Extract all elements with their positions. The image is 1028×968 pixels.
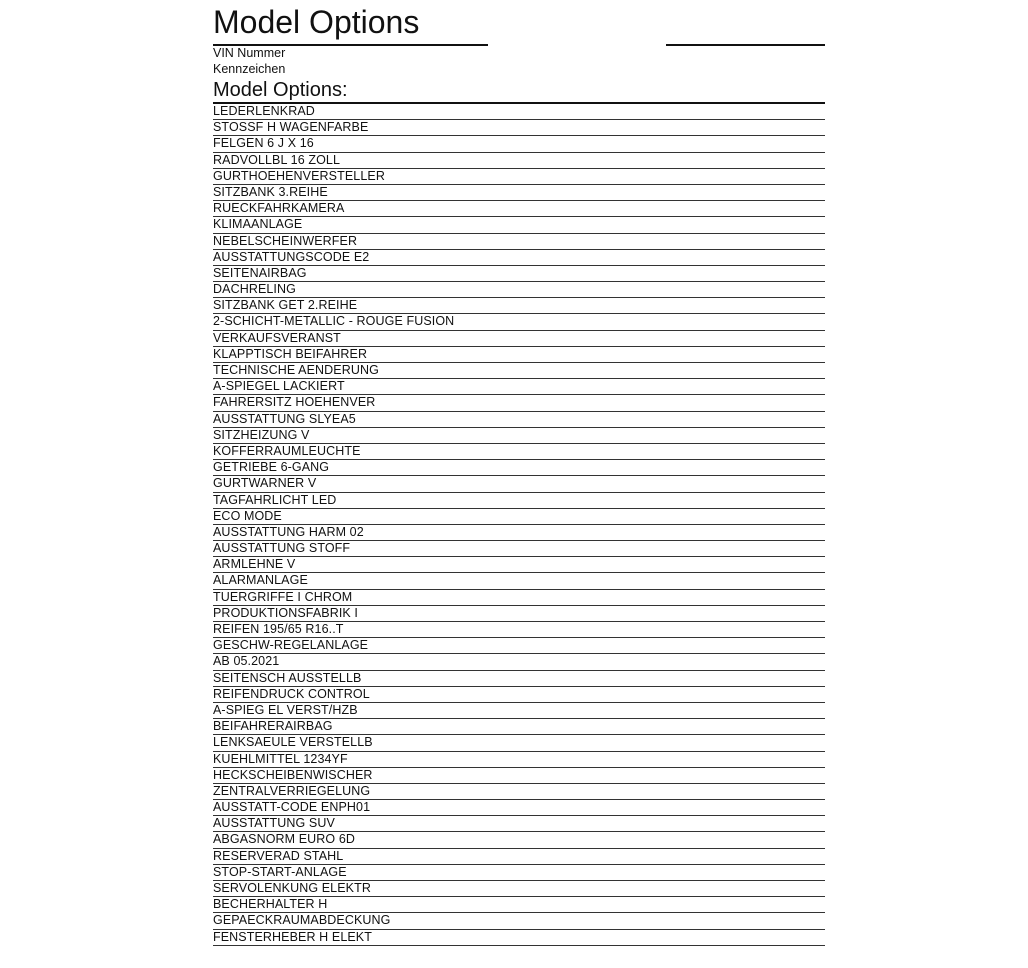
option-row [213,719,825,735]
option-row [213,347,825,363]
option-row [213,509,825,525]
option-label: FENSTERHEBER H ELEKT [213,929,372,944]
option-row [213,687,825,703]
option-row [213,638,825,654]
option-label: BECHERHALTER H [213,897,328,912]
option-row [213,298,825,314]
option-label: ABGASNORM EURO 6D [213,832,356,847]
option-label: BEIFAHRERAIRBAG [213,719,333,734]
option-row [213,104,825,120]
option-label: KOFFERRAUMLEUCHTE [213,443,361,458]
option-label: STOSSF H WAGENFARBE [213,120,369,135]
option-label: AUSSTATTUNG STOFF [213,541,351,556]
option-label: ALARMANLAGE [213,573,308,588]
option-label: PRODUKTIONSFABRIK I [213,605,358,620]
option-label: AUSSTATTUNGSCODE E2 [213,249,370,264]
section-title: Model Options: [213,79,348,101]
option-label: AUSSTATT-CODE ENPH01 [213,800,371,815]
option-label: A-SPIEG EL VERST/HZB [213,702,358,717]
option-row [213,525,825,541]
option-label: GEPAECKRAUMABDECKUNG [213,913,391,928]
option-label: KLIMAANLAGE [213,217,303,232]
option-label: VERKAUFSVERANST [213,330,341,345]
option-label: SITZBANK GET 2.REIHE [213,298,358,313]
option-label: GESCHW-REGELANLAGE [213,638,369,653]
option-label: DACHRELING [213,282,296,297]
option-row [213,897,825,913]
option-row [213,622,825,638]
option-label: FAHRERSITZ HOEHENVER [213,395,376,410]
option-row [213,573,825,589]
option-label: HECKSCHEIBENWISCHER [213,767,373,782]
option-label: REIFEN 195/65 R16..T [213,622,344,636]
option-label: SITZHEIZUNG V [213,427,310,442]
option-label: ECO MODE [213,508,282,523]
option-label: AUSSTATTUNG SUV [213,816,335,831]
option-row [213,314,825,330]
option-label: AUSSTATTUNG SLYEA5 [213,411,356,426]
option-row [213,395,825,411]
plate-label: Kennzeichen [213,62,286,76]
option-label: KUEHLMITTEL 1234YF [213,751,348,766]
option-label: ZENTRALVERRIEGELUNG [213,783,371,798]
option-label: TUERGRIFFE I CHROM [213,589,353,604]
option-label: KLAPPTISCH BEIFAHRER [213,346,368,361]
option-row [213,930,825,946]
option-row [213,153,825,169]
option-row [213,185,825,201]
option-row [213,250,825,266]
option-label: SERVOLENKUNG ELEKTR [213,881,371,895]
option-label: NEBELSCHEINWERFER [213,233,358,248]
option-row [213,881,825,897]
document-title: Model Options [213,4,420,40]
option-label: GURTHOEHENVERSTELLER [213,168,385,183]
option-label: GURTWARNER V [213,476,317,491]
option-row [213,752,825,768]
option-row [213,654,825,670]
option-label: AUSSTATTUNG HARM 02 [213,524,364,539]
option-label: 2-SCHICHT-METALLIC - ROUGE FUSION [213,314,455,329]
option-label: RESERVERAD STAHL [213,848,344,863]
option-label: LENKSAEULE VERSTELLB [213,735,373,750]
option-label: RADVOLLBL 16 ZOLL [213,152,340,167]
model-options-list [213,104,825,946]
option-label: FELGEN 6 J X 16 [213,136,314,151]
option-row [213,363,825,379]
option-label: TECHNISCHE AENDERUNG [213,363,379,377]
option-row [213,136,825,152]
option-row [213,476,825,492]
option-row [213,428,825,444]
option-row [213,412,825,428]
vehicle-meta [213,45,825,77]
option-row [213,266,825,282]
option-row [213,865,825,881]
option-row [213,120,825,136]
option-label: TAGFAHRLICHT LED [213,492,337,507]
option-row [213,671,825,687]
option-row [213,169,825,185]
option-row [213,832,825,848]
option-label: A-SPIEGEL LACKIERT [213,379,345,394]
option-label: GETRIEBE 6-GANG [213,460,330,475]
option-row [213,282,825,298]
option-row [213,217,825,233]
option-row [213,816,825,832]
option-row [213,541,825,557]
option-row [213,557,825,573]
option-row [213,784,825,800]
option-row [213,849,825,865]
option-row [213,913,825,929]
option-label: RUECKFAHRKAMERA [213,201,345,216]
option-row [213,234,825,250]
option-row [213,606,825,622]
option-row [213,800,825,816]
option-label: LEDERLENKRAD [213,104,315,118]
option-label: AB 05.2021 [213,654,280,669]
option-row [213,590,825,606]
option-row [213,735,825,751]
option-row [213,768,825,784]
option-row [213,379,825,395]
option-row [213,331,825,347]
document-page [213,0,825,944]
option-label: ARMLEHNE V [213,557,296,572]
option-row [213,493,825,509]
option-row [213,201,825,217]
option-row [213,460,825,476]
option-label: SEITENSCH AUSSTELLB [213,670,362,685]
vin-label: VIN Nummer [213,46,286,60]
option-label: STOP-START-ANLAGE [213,864,347,879]
option-label: REIFENDRUCK CONTROL [213,686,370,701]
option-row [213,703,825,719]
option-row [213,444,825,460]
option-label: SITZBANK 3.REIHE [213,184,328,199]
option-label: SEITENAIRBAG [213,265,307,280]
